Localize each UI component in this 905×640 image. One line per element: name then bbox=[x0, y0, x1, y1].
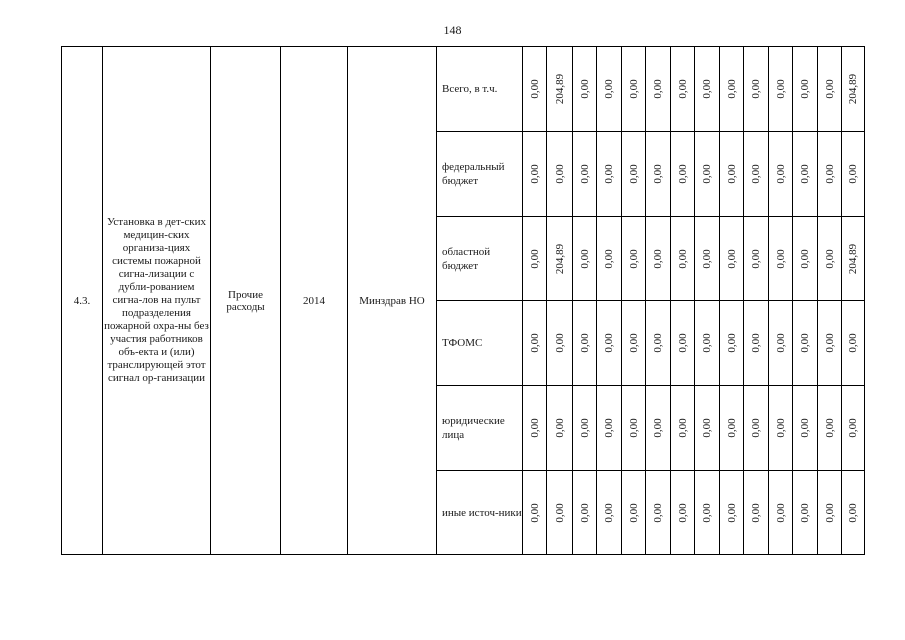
value-cell bbox=[597, 217, 622, 301]
source-label: областной бюджет bbox=[437, 217, 523, 301]
value-text: 0,00 bbox=[774, 418, 787, 438]
value-cell bbox=[597, 47, 622, 132]
value-cell bbox=[842, 471, 865, 555]
source-label: иные источ-ники bbox=[437, 471, 523, 555]
value-cell bbox=[842, 386, 865, 471]
value-cell bbox=[622, 471, 646, 555]
value-cell bbox=[769, 301, 793, 386]
value-text: 0,00 bbox=[799, 502, 811, 523]
value-text: 0,00 bbox=[701, 164, 713, 184]
value-text: 0,00 bbox=[627, 502, 640, 523]
value-cell bbox=[720, 132, 744, 217]
value-text: 0,00 bbox=[627, 164, 640, 184]
value-text: 0,00 bbox=[701, 333, 713, 353]
value-text: 0,00 bbox=[799, 418, 811, 438]
value-cell bbox=[744, 47, 769, 132]
table-body bbox=[62, 47, 865, 555]
value-cell bbox=[622, 47, 646, 132]
value-cell bbox=[744, 301, 769, 386]
value-text: 0,00 bbox=[627, 248, 640, 269]
value-cell bbox=[523, 301, 547, 386]
value-cell bbox=[523, 471, 547, 555]
value-text: 0,00 bbox=[627, 418, 640, 438]
value-cell bbox=[842, 301, 865, 386]
value-cell bbox=[646, 132, 671, 217]
value-cell bbox=[597, 386, 622, 471]
value-text: 0,00 bbox=[701, 79, 713, 99]
value-text: 0,00 bbox=[578, 248, 591, 269]
row-number-cell: 4.3. bbox=[62, 47, 103, 555]
page-number: 148 bbox=[443, 23, 462, 37]
value-text: 0,00 bbox=[701, 418, 713, 438]
executor-cell: Минздрав НО bbox=[348, 47, 437, 555]
value-cell bbox=[769, 471, 793, 555]
value-cell bbox=[671, 47, 695, 132]
value-cell bbox=[547, 132, 573, 217]
value-cell bbox=[720, 217, 744, 301]
value-cell bbox=[744, 217, 769, 301]
value-text: 204,89 bbox=[553, 73, 566, 105]
value-cell bbox=[769, 47, 793, 132]
value-cell bbox=[769, 217, 793, 301]
value-text: 0,00 bbox=[528, 248, 541, 269]
value-text: 0,00 bbox=[750, 418, 762, 438]
value-cell bbox=[573, 471, 597, 555]
source-label: Всего, в т.ч. bbox=[437, 47, 523, 132]
value-text: 0,00 bbox=[774, 502, 787, 523]
value-text: 0,00 bbox=[578, 79, 591, 99]
value-text: 0,00 bbox=[847, 333, 859, 353]
value-cell bbox=[646, 301, 671, 386]
value-text: 0,00 bbox=[823, 79, 836, 99]
value-text: 0,00 bbox=[603, 79, 615, 99]
value-cell bbox=[818, 471, 842, 555]
value-text: 0,00 bbox=[553, 164, 566, 184]
value-text: 0,00 bbox=[652, 333, 664, 353]
value-cell bbox=[597, 301, 622, 386]
value-text: 204,89 bbox=[553, 243, 566, 274]
value-text: 0,00 bbox=[676, 79, 689, 99]
value-cell bbox=[769, 132, 793, 217]
value-text: 0,00 bbox=[750, 333, 762, 353]
value-text: 0,00 bbox=[774, 333, 787, 353]
year-cell: 2014 bbox=[281, 47, 348, 555]
value-text: 0,00 bbox=[725, 79, 738, 99]
value-text: 0,00 bbox=[578, 418, 591, 438]
value-text: 0,00 bbox=[701, 502, 713, 523]
value-text: 0,00 bbox=[627, 79, 640, 99]
value-text: 0,00 bbox=[774, 164, 787, 184]
value-cell bbox=[842, 217, 865, 301]
value-text: 0,00 bbox=[799, 164, 811, 184]
value-text: 204,89 bbox=[847, 73, 859, 105]
value-cell bbox=[573, 132, 597, 217]
value-cell bbox=[646, 386, 671, 471]
value-text: 0,00 bbox=[725, 418, 738, 438]
value-text: 0,00 bbox=[652, 164, 664, 184]
value-text: 0,00 bbox=[750, 248, 762, 269]
value-text: 0,00 bbox=[725, 164, 738, 184]
value-cell bbox=[769, 386, 793, 471]
value-text: 0,00 bbox=[750, 79, 762, 99]
value-cell bbox=[695, 47, 720, 132]
value-cell bbox=[547, 301, 573, 386]
value-text: 0,00 bbox=[603, 333, 615, 353]
value-text: 0,00 bbox=[553, 418, 566, 438]
value-text: 0,00 bbox=[725, 502, 738, 523]
value-cell bbox=[695, 386, 720, 471]
value-cell bbox=[818, 132, 842, 217]
value-cell bbox=[671, 471, 695, 555]
value-cell bbox=[573, 301, 597, 386]
value-text: 0,00 bbox=[603, 164, 615, 184]
value-cell bbox=[793, 47, 818, 132]
value-cell bbox=[547, 386, 573, 471]
value-cell bbox=[818, 217, 842, 301]
value-text: 0,00 bbox=[799, 333, 811, 353]
value-cell bbox=[671, 132, 695, 217]
value-text: 0,00 bbox=[652, 502, 664, 523]
value-text: 0,00 bbox=[676, 418, 689, 438]
value-text: 0,00 bbox=[799, 248, 811, 269]
value-cell bbox=[523, 132, 547, 217]
value-text: 0,00 bbox=[603, 248, 615, 269]
value-text: 0,00 bbox=[823, 502, 836, 523]
value-text: 0,00 bbox=[676, 164, 689, 184]
value-text: 0,00 bbox=[774, 79, 787, 99]
value-text: 0,00 bbox=[823, 248, 836, 269]
value-cell bbox=[646, 217, 671, 301]
value-text: 0,00 bbox=[750, 502, 762, 523]
value-cell bbox=[523, 386, 547, 471]
value-text: 0,00 bbox=[528, 333, 541, 353]
value-cell bbox=[818, 301, 842, 386]
value-cell bbox=[793, 471, 818, 555]
value-cell bbox=[695, 217, 720, 301]
value-text: 0,00 bbox=[799, 79, 811, 99]
value-text: 0,00 bbox=[627, 333, 640, 353]
value-text: 0,00 bbox=[701, 248, 713, 269]
value-cell bbox=[622, 217, 646, 301]
value-text: 0,00 bbox=[528, 502, 541, 523]
value-cell bbox=[793, 386, 818, 471]
value-cell bbox=[720, 471, 744, 555]
value-cell bbox=[671, 386, 695, 471]
value-text: 0,00 bbox=[528, 164, 541, 184]
value-cell bbox=[793, 132, 818, 217]
value-text: 0,00 bbox=[847, 502, 859, 523]
source-label: юридические лица bbox=[437, 386, 523, 471]
value-cell bbox=[547, 217, 573, 301]
value-text: 0,00 bbox=[847, 164, 859, 184]
value-cell bbox=[523, 217, 547, 301]
value-cell bbox=[695, 132, 720, 217]
value-cell bbox=[523, 47, 547, 132]
value-cell bbox=[720, 47, 744, 132]
budget-table bbox=[61, 46, 865, 555]
value-cell bbox=[547, 471, 573, 555]
value-text: 0,00 bbox=[578, 333, 591, 353]
value-text: 0,00 bbox=[652, 248, 664, 269]
value-cell bbox=[695, 301, 720, 386]
value-text: 0,00 bbox=[823, 333, 836, 353]
value-cell bbox=[597, 471, 622, 555]
value-cell bbox=[646, 47, 671, 132]
value-cell bbox=[671, 301, 695, 386]
value-cell bbox=[744, 132, 769, 217]
value-text: 0,00 bbox=[578, 502, 591, 523]
value-cell bbox=[744, 386, 769, 471]
value-cell bbox=[622, 132, 646, 217]
value-cell bbox=[646, 471, 671, 555]
value-cell bbox=[547, 47, 573, 132]
source-label: федеральный бюджет bbox=[437, 132, 523, 217]
value-cell bbox=[573, 47, 597, 132]
value-text: 0,00 bbox=[725, 333, 738, 353]
value-text: 0,00 bbox=[750, 164, 762, 184]
value-text: 0,00 bbox=[553, 333, 566, 353]
value-cell bbox=[622, 301, 646, 386]
value-cell bbox=[793, 301, 818, 386]
value-text: 0,00 bbox=[652, 418, 664, 438]
source-label: ТФОМС bbox=[437, 301, 523, 386]
description-cell: Установка в дет-ских медицин-ских организа-циях системы пожарной сигна-лизации с дубли-рованием сигна-лов на пульт подразделения пожарной охра-ны без участия работников объ-екта и (или) транслирующей этот сигнал ор-ганизации bbox=[103, 47, 211, 555]
value-cell bbox=[842, 47, 865, 132]
value-text: 0,00 bbox=[676, 502, 689, 523]
value-cell bbox=[818, 386, 842, 471]
value-cell bbox=[597, 132, 622, 217]
value-text: 204,89 bbox=[847, 243, 859, 274]
value-text: 0,00 bbox=[528, 79, 541, 99]
value-text: 0,00 bbox=[553, 502, 566, 523]
value-cell bbox=[622, 386, 646, 471]
value-cell bbox=[573, 217, 597, 301]
value-text: 0,00 bbox=[578, 164, 591, 184]
value-text: 0,00 bbox=[676, 248, 689, 269]
value-text: 0,00 bbox=[603, 418, 615, 438]
value-text: 0,00 bbox=[823, 418, 836, 438]
value-cell bbox=[720, 301, 744, 386]
value-text: 0,00 bbox=[652, 79, 664, 99]
value-cell bbox=[842, 132, 865, 217]
value-text: 0,00 bbox=[528, 418, 541, 438]
value-text: 0,00 bbox=[823, 164, 836, 184]
value-text: 0,00 bbox=[774, 248, 787, 269]
value-cell bbox=[720, 386, 744, 471]
value-text: 0,00 bbox=[847, 418, 859, 438]
value-cell bbox=[818, 47, 842, 132]
value-cell bbox=[671, 217, 695, 301]
value-cell bbox=[573, 386, 597, 471]
value-cell bbox=[695, 471, 720, 555]
value-text: 0,00 bbox=[725, 248, 738, 269]
value-cell bbox=[793, 217, 818, 301]
value-cell bbox=[744, 471, 769, 555]
value-text: 0,00 bbox=[676, 333, 689, 353]
expense-type-cell: Прочие расходы bbox=[211, 47, 281, 555]
table-row bbox=[62, 47, 865, 132]
value-text: 0,00 bbox=[603, 502, 615, 523]
